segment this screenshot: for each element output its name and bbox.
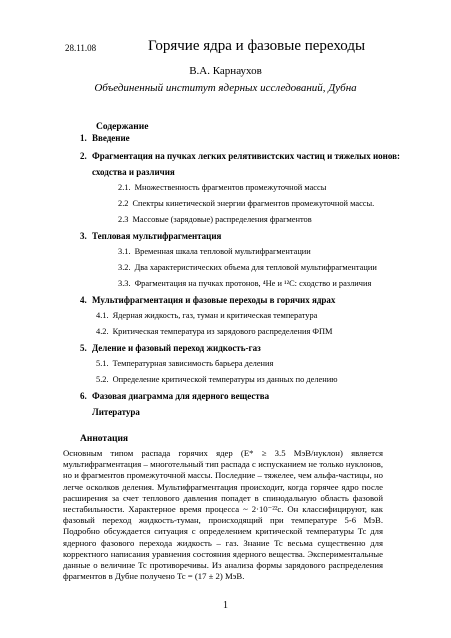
abstract-body (63, 448, 383, 582)
abstract-text: Основным типом распада горячих ядер (E* ≥ 3.5 МэВ/нуклон) является мультифрагментация – многотельный тип распада с испусканием не только нуклонов, но и фрагментов промежуточной массы. Последние – тяжелее, чем альфа-частицы, но легче осколков деления. Мультифрагментация происходит, когда горячее ядро после расширения за счет теплового давления попадет в спинодальную область фазовой нестабильности. Характерное время процесса ~ 2·10⁻²²с. Он классифицируют, как фазовый переход жидкость-туман, происходящий при температуре 5-6 МэВ. Подробно обсуждается ситуация с определением критической температуры Tc для ядерного фазового перехода жидкость – газ. Знание Tc весьма существенно для корректного написания уравнения состояния ядерного вещества. Экспериментальные данные о величине Tc противоречивы. Из анализа формы зарядового распределения фрагментов в Дубне получено Tc = (17 ± 2) МэВ. (63, 448, 383, 582)
toc-subsection: 4.1. Ядерная жидкость, газ, туман и критическая температура (96, 311, 318, 320)
author: В.А. Карнаухов (189, 65, 262, 77)
toc-subsection: 3.1. Временная шкала тепловой мультифрагментации (118, 247, 311, 256)
toc-subsection: 4.2. Критическая температура из зарядового распределения ФПМ (96, 327, 333, 336)
toc-heading: Содержание (96, 122, 149, 132)
toc-section: 3. Тепловая мультифрагментация (80, 231, 222, 241)
toc-section: 5. Деление и фазовый переход жидкость-газ (80, 343, 261, 353)
toc-subsection: 2.3 Массовые (зарядовые) распределения фрагментов (118, 215, 312, 224)
toc-section: 6. Фазовая диаграмма для ядерного вещества (80, 391, 270, 401)
date: 28.11.08 (65, 43, 97, 53)
toc-section: 1. Введение (80, 133, 130, 143)
toc-subsection: 5.1. Температурная зависимость барьера деления (96, 359, 274, 368)
page-number: 1 (223, 600, 228, 611)
toc-subsection: 3.3. Фрагментация на пучках протонов, ⁴He и ¹²C: сходство и различия (118, 279, 372, 288)
toc-subsection: 2.2 Спектры кинетической энергии фрагментов промежуточной массы. (118, 199, 375, 208)
toc-section-references: Литература (92, 407, 140, 417)
toc-subsection: 5.2. Определение критической температуры из данных по делению (96, 375, 338, 384)
toc-subsection: 3.2. Два характеристических объема для тепловой мультифрагментации (118, 263, 377, 272)
toc-section: 2. Фрагментация на пучках легких релятивистских частиц и тяжелых ионов: (80, 151, 400, 161)
toc-section-continued: сходства и различия (92, 167, 175, 177)
document-title: Горячие ядра и фазовые переходы (148, 38, 366, 54)
toc-section: 4. Мультифрагментация и фазовые переходы в горячих ядрах (80, 295, 336, 305)
toc-subsection: 2.1. Множественность фрагментов промежуточной массы (118, 183, 327, 192)
affiliation: Объединенный институт ядерных исследований, Дубна (94, 82, 357, 94)
abstract-heading: Аннотация (80, 434, 129, 444)
